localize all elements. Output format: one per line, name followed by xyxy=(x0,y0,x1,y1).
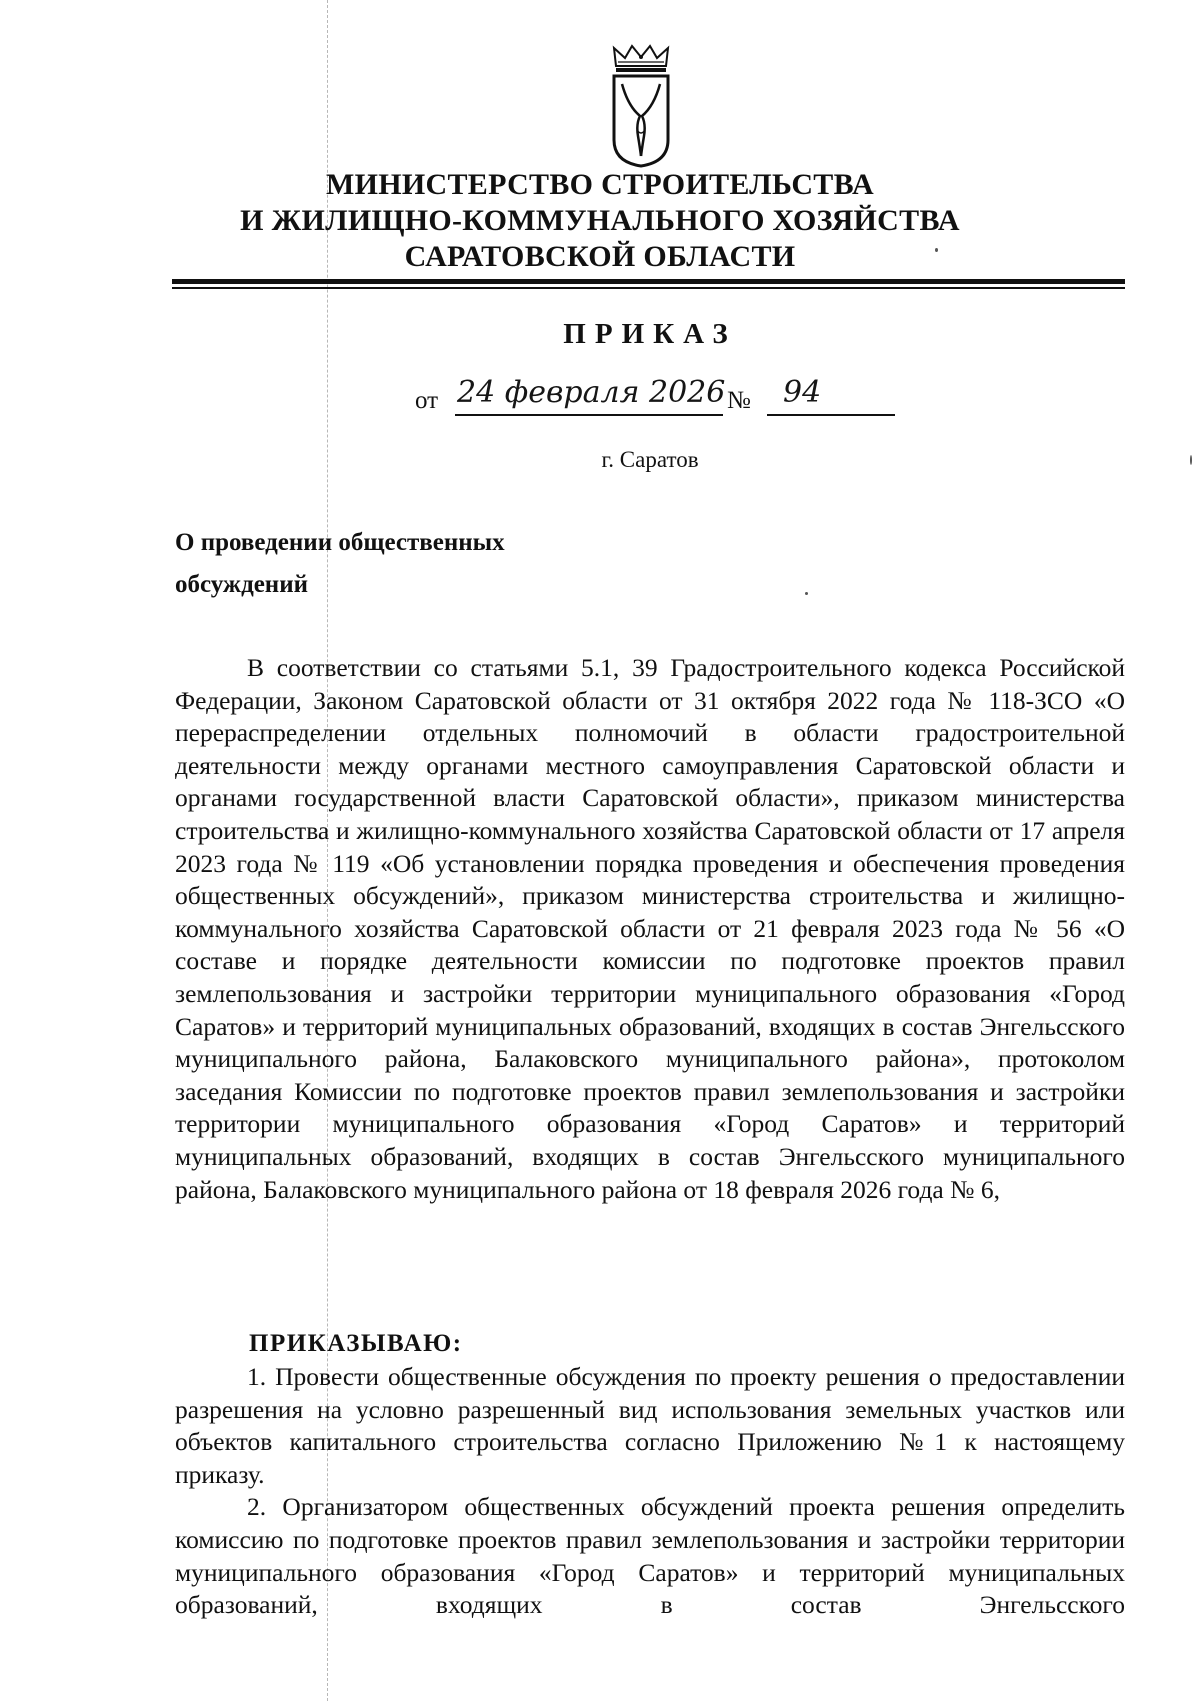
preamble-paragraph: В соответствии со статьями 5.1, 39 Градостроительного кодекса Российской Федерации, Законом Саратовской области от 31 октября 2022 года № 118-ЗСО «О перераспределении отдельных полномочий в области градостроительной деятельности между органами местного самоуправления Саратовской области и органами государственной власти Саратовской области», приказом министерства строительства и жилищно-коммунального хозяйства Саратовской области от 17 апреля 2023 года № 119 «Об установлении порядка проведения и обеспечения проведения общественных обсуждений», приказом министерства строительства и жилищно-коммунального хозяйства Саратовской области от 21 февраля 2023 года № 56 «О составе и порядке деятельности комиссии по подготовке проектов правил землепользования и застройки территории муниципального образования «Город Саратов» и территорий муниципальных образований, входящих в состав Энгельсского муниципального района, Балаковского муниципального района», протоколом заседания Комиссии по подготовке проектов правил землепользования и застройки территории муниципального образования «Город Саратов» и территорий муниципальных образований, входящих в состав Энгельсского муниципального района, Балаковского муниципального района от 18 февраля 2026 года № 6, xyxy=(175,653,1125,1204)
order-items xyxy=(175,1361,1125,1622)
orders-heading: ПРИКАЗЫВАЮ: xyxy=(249,1330,463,1357)
date-underline xyxy=(455,414,723,416)
city-line: г. Саратов xyxy=(601,447,699,472)
handwritten-number: 94 xyxy=(783,375,822,410)
coat-of-arms-emblem xyxy=(610,44,672,168)
document-type-title: ПРИКАЗ xyxy=(563,318,737,350)
order-item-1: 1. Провести общественные обсуждения по проекту решения о предоставлении разрешения на условно разрешенный вид использования земельных участков или объектов капитального строительства согласно Приложению №1 к настоящему приказу. xyxy=(175,1362,1125,1489)
subject-line-1: О проведении общественных xyxy=(175,529,505,556)
number-underline xyxy=(767,414,895,416)
subject-line-2: обсуждений xyxy=(175,571,309,598)
scan-speck xyxy=(805,592,808,595)
date-number-row xyxy=(415,375,915,425)
date-prefix-label: от xyxy=(415,387,439,414)
order-item-2: 2. Организатором общественных обсуждений проекта решения определить комиссию по подготовке проектов правил землепользования и застройки территории муниципального образования «Город Саратов» и территорий муниципальных образований, входящих в состав Энгельсского xyxy=(175,1492,1125,1620)
org-name-line-2: И ЖИЛИЩНО-КОММУНАЛЬНОГО ХОЗЯЙСТВА xyxy=(240,204,960,237)
number-label: № xyxy=(727,387,751,414)
org-name-line-3: САРАТОВСКОЙ ОБЛАСТИ xyxy=(404,240,796,273)
org-name-line-1: МИНИСТЕРСТВО СТРОИТЕЛЬСТВА xyxy=(325,168,875,201)
header-rule-thin xyxy=(172,287,1125,289)
header-rule-thick xyxy=(172,279,1125,284)
preamble-block xyxy=(175,652,1125,1206)
handwritten-date: 24 февраля 2026 xyxy=(457,375,726,410)
subject-heading xyxy=(175,522,505,606)
